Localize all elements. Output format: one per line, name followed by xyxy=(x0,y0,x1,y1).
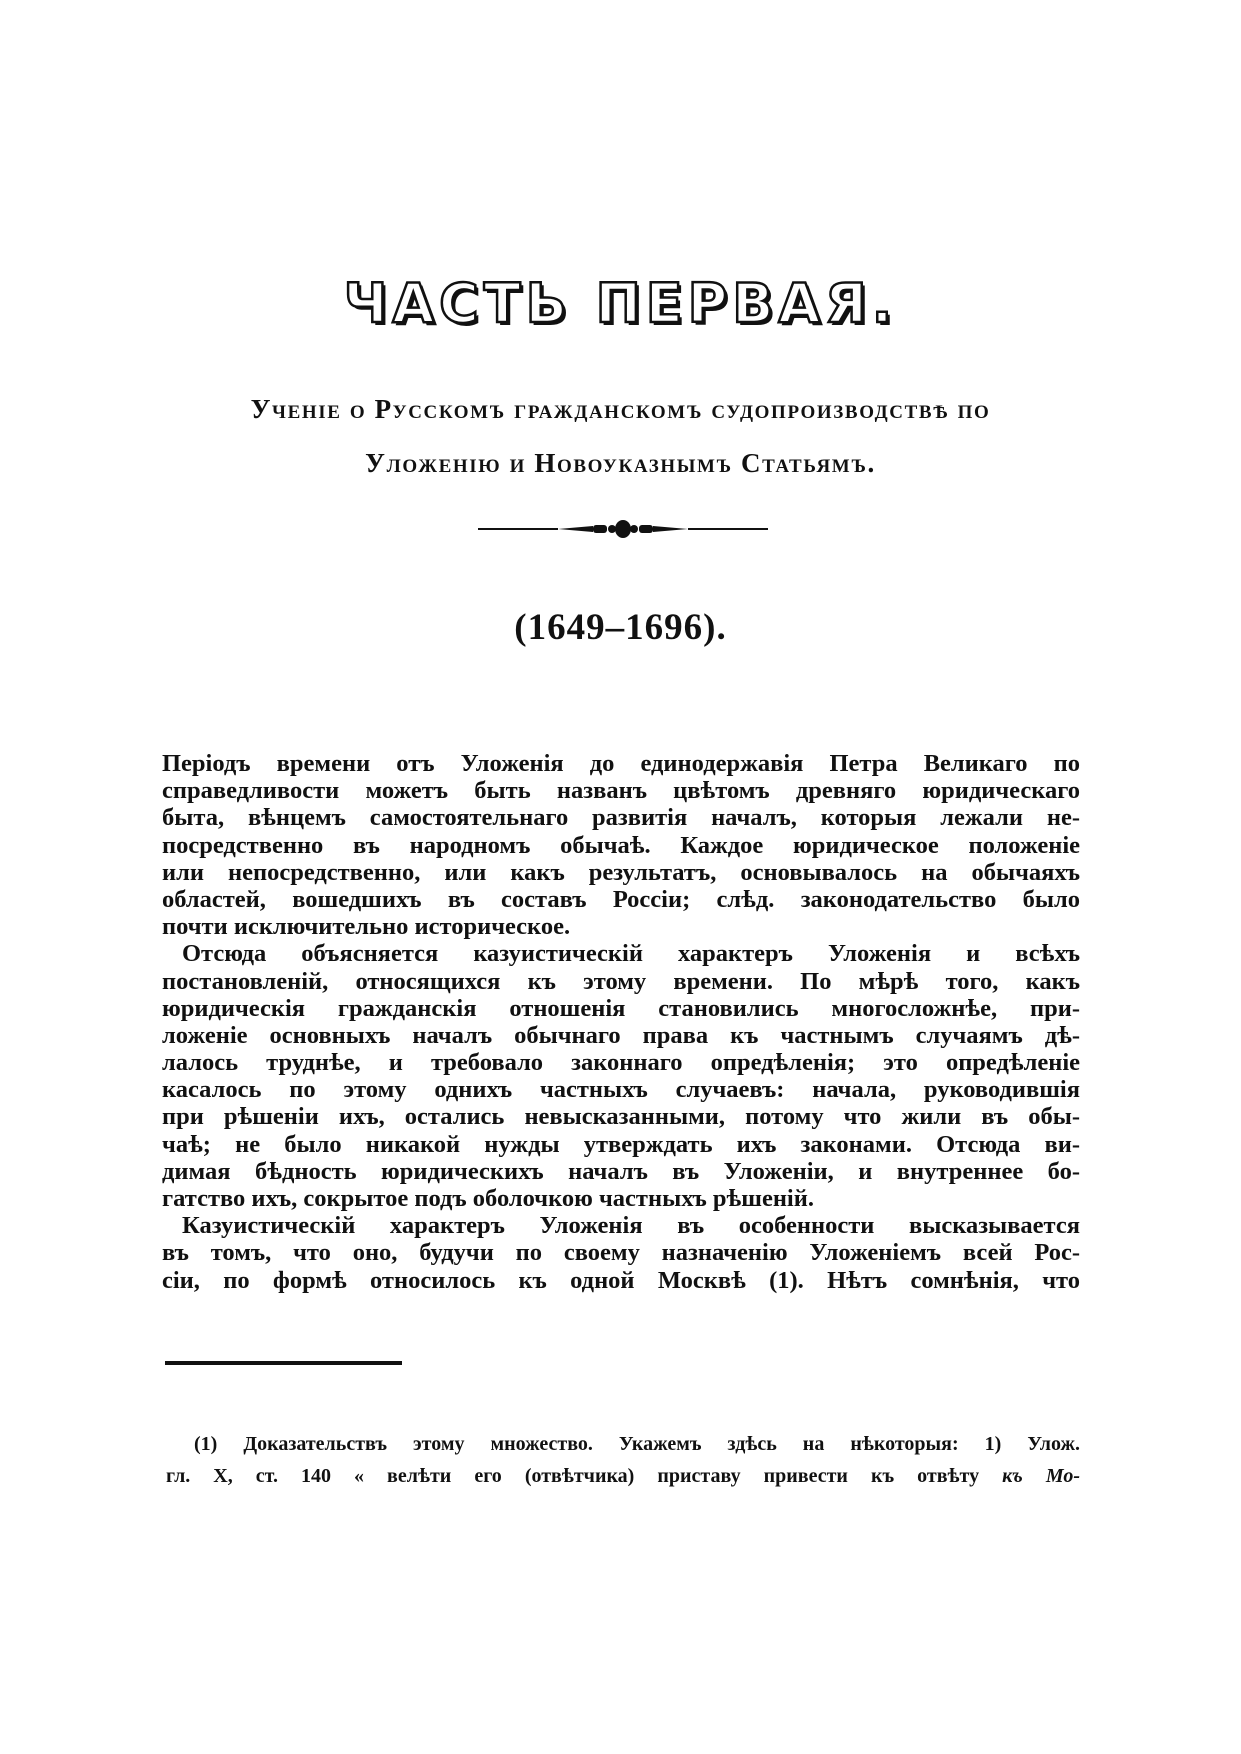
body-line: въ томъ, что оно, будучи по своему назначенію Уложеніемъ всей Рос- xyxy=(162,1239,1080,1267)
footnote-line-2-italic: къ Мо- xyxy=(1002,1465,1080,1487)
footnote-line-2-text: гл. X, ст. 140 « велѣти его (отвѣтчика) приставу привести къ отвѣту xyxy=(166,1465,980,1487)
body-line: посредственно въ народномъ обычаѣ. Каждое юридическое положеніе xyxy=(162,831,1080,859)
ornament-divider xyxy=(478,516,768,542)
body-line: чаѣ; не было никакой нужды утверждать ихъ законами. Отсюда ви- xyxy=(162,1130,1080,1158)
footnote-line-2 xyxy=(166,1460,1080,1492)
body-line: Отсюда объясняется казуистическій характеръ Уложенія и всѣхъ xyxy=(182,940,1080,968)
body-line: или непосредственно, или какъ результатъ, основывалось на обычаяхъ xyxy=(162,858,1080,886)
body-line: справедливости можетъ быть названъ цвѣтомъ древняго юридическаго xyxy=(162,777,1080,805)
years-range: (1649–1696). xyxy=(514,607,727,648)
body-line: сіи, по формѣ относилось къ одной Москвѣ (1). Нѣтъ сомнѣнія, что xyxy=(162,1266,1080,1294)
body-line: гатство ихъ, сокрытое подъ оболочкою частныхъ рѣшеній. xyxy=(162,1185,814,1212)
footnote xyxy=(166,1428,1080,1492)
body-line: постановленій, относящихся къ этому времени. По мѣрѣ того, какъ xyxy=(162,967,1080,995)
body-line: юридическія гражданскія отношенія становились многосложнѣе, при- xyxy=(162,994,1080,1022)
body-line: областей, вошедшихъ въ составъ Россіи; слѣд. законодательство было xyxy=(162,885,1080,913)
body-text xyxy=(162,750,1080,1294)
body-line: ложеніе основныхъ началъ обычнаго права къ частнымъ случаямъ дѣ- xyxy=(162,1021,1080,1049)
body-line: Казуистическій характеръ Уложенія въ особенности высказывается xyxy=(182,1212,1080,1240)
body-line: Періодъ времени отъ Уложенія до единодержавія Петра Великаго по xyxy=(162,750,1080,777)
body-line: димая бѣдность юридическихъ началъ въ Уложеніи, и внутреннее бо- xyxy=(162,1157,1080,1185)
body-line: почти исключительно историческое. xyxy=(162,913,571,941)
body-line: при рѣшеніи ихъ, остались невысказанными, потому что жили въ обы- xyxy=(162,1103,1080,1131)
body-line: касалось по этому однихъ частныхъ случаевъ: начала, руководившія xyxy=(162,1076,1080,1104)
footnote-line-1: (1) Доказательствъ этому множество. Укажемъ здѣсь на нѣкоторыя: 1) Улож. xyxy=(194,1433,1080,1455)
part-title: ЧАСТЬ ПЕРВАЯ. xyxy=(343,272,898,335)
subtitle-line-2: Уложенію и Новоуказнымъ Статьямъ. xyxy=(365,448,876,478)
subtitle-line-1: Ученіе о Русскомъ гражданскомъ судопроизводствѣ по xyxy=(250,394,991,424)
body-line: быта, вѣнцемъ самостоятельнаго развитія началъ, которыя лежали не- xyxy=(162,804,1080,832)
body-line: лалось труднѣе, и требовало законнаго опредѣленія; это опредѣленіе xyxy=(162,1049,1080,1077)
footnote-divider xyxy=(165,1361,402,1365)
